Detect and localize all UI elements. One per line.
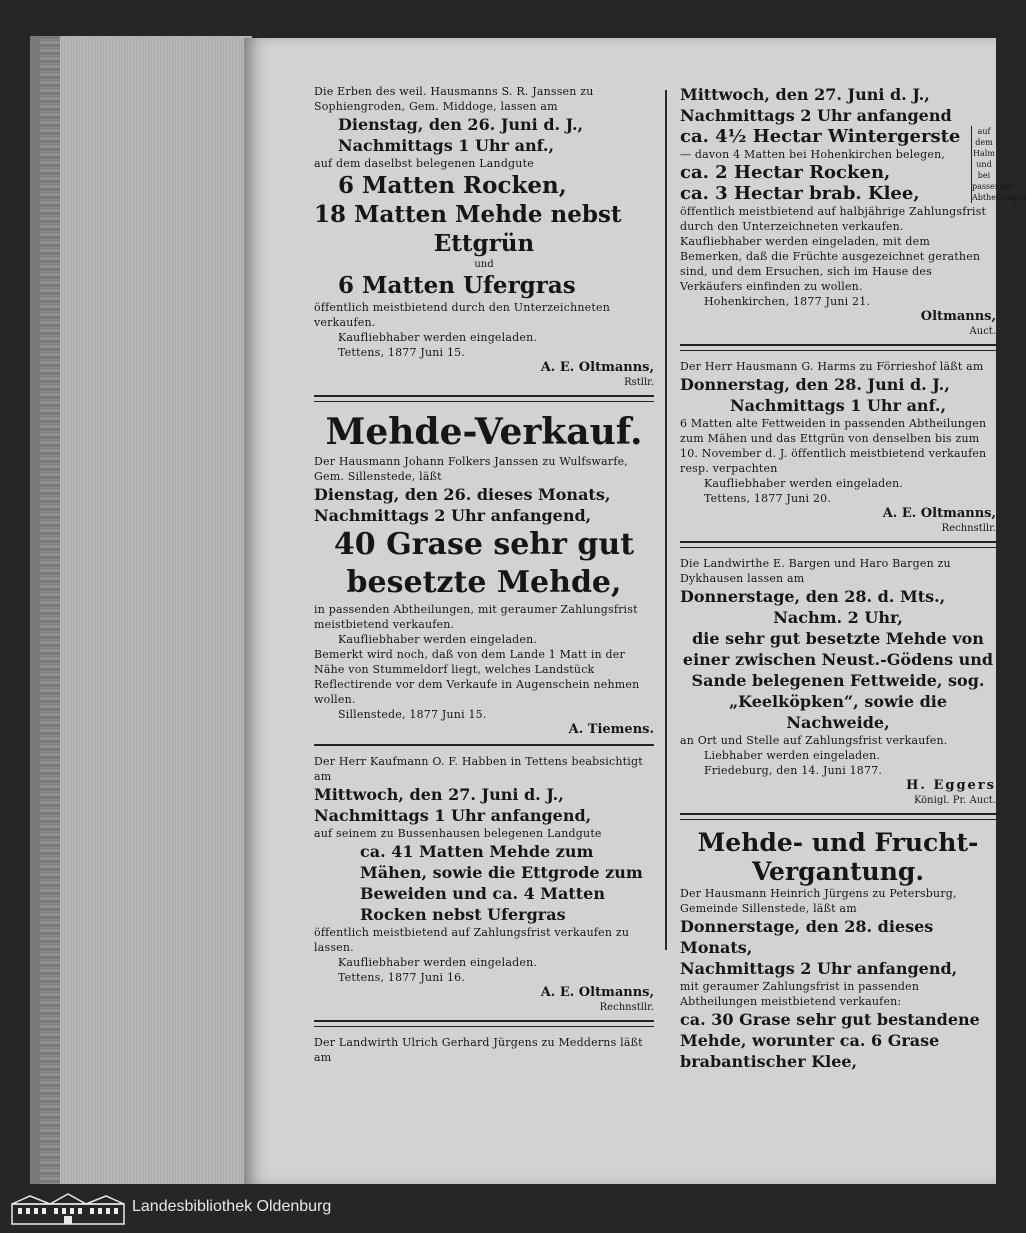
ad-signature-title: Rechnstllr. <box>599 1002 654 1013</box>
ad-side-note: auf dem Halm und bei passender Abtheilungen <box>972 127 1026 202</box>
ad-signature-title: Königl. Pr. Auct. <box>913 795 996 806</box>
ad-items: ca. 41 Matten Mehde zum Mähen, sowie die Ettgrode zum Beweiden und ca. 4 Matten Rocken nebst Ufergras <box>360 842 643 924</box>
ad-dateline: Tettens, 1877 Juni 16. <box>338 971 466 984</box>
advertisement-juergens-medderns <box>314 1035 654 1065</box>
ad-note: Kaufliebhaber werden eingeladen, mit dem Bemerken, daß die Früchte ausgezeichnet gerathen sind, und dem Ersuchen, sich im Hause des Verkäufers einfinden zu wollen. <box>680 235 981 293</box>
ad-dateline: Tettens, 1877 Juni 15. <box>338 346 466 359</box>
ad-intro: Die Landwirthe E. Bargen und Haro Bargen zu Dykhausen lassen am <box>680 557 951 585</box>
ad-item: ca. 3 Hectar brab. Klee, <box>680 183 920 204</box>
column-divider <box>665 90 667 950</box>
ad-date: Donnerstag, den 28. Juni d. J., <box>680 375 950 394</box>
ad-date: Dienstag, den 26. dieses Monats, <box>314 485 611 504</box>
ad-signature: A. E. Oltmanns, <box>540 985 654 1000</box>
right-column <box>680 84 1026 1072</box>
ad-separator <box>680 813 996 820</box>
advertisement-habben <box>314 754 654 1014</box>
ad-terms: mit geraumer Zahlungsfrist in passenden Abtheilungen meistbietend verkaufen: <box>680 980 920 1008</box>
ad-time: Nachmittags 2 Uhr anfangend, <box>314 506 592 525</box>
advertisement-vergantung <box>680 828 996 1072</box>
ad-terms: 6 Matten alte Fettweiden in passenden Abtheilungen zum Mähen und das Ettgrün von denselben bis zum 10. November d. J. öffentlich meistbietend verkaufen resp. verpachten <box>680 417 987 475</box>
ad-signature: A. Tiemens. <box>568 722 654 737</box>
ad-note: Bemerkt wird noch, daß von dem Lande 1 Matt in der Nähe von Stummeldorf liegt, welches Landstück Reflectirende vor dem Verkaufe in Augenschein nehmen wollen. <box>314 648 640 706</box>
advertisement-bargen <box>680 556 996 807</box>
left-column <box>314 84 654 1065</box>
ad-headline: Mehde- und Frucht-Vergantung. <box>697 828 979 886</box>
ad-time: Nachmittags 1 Uhr anfangend, <box>314 806 592 825</box>
ad-items: die sehr gut besetzte Mehde von einer zwischen Neust.-Gödens und Sande belegenen Fettweide, sog. „Keelköpken“, sowie die Nachweide, <box>682 629 994 732</box>
ad-intro: Der Hausmann Johann Folkers Janssen zu Wulfswarfe, Gem. Sillenstede, läßt <box>314 455 629 483</box>
ad-separator <box>314 1020 654 1027</box>
ad-time: Nachmittags 1 Uhr anf., <box>729 396 947 415</box>
ad-terms: öffentlich meistbietend auf halbjährige Zahlungsfrist durch den Unterzeichneten verkaufen. <box>680 205 987 233</box>
ad-intro: Der Hausmann Heinrich Jürgens zu Petersburg, Gemeinde Sillenstede, läßt am <box>680 887 957 915</box>
ad-invite: Kaufliebhaber werden eingeladen. <box>338 633 538 646</box>
advertisement-hohenkirchen <box>680 84 1026 338</box>
ad-date: Mittwoch, den 27. Juni d. J., <box>314 785 564 804</box>
newspaper-page <box>244 38 1026 1184</box>
ad-signature: H. Eggers <box>906 778 996 793</box>
book-fore-edge <box>30 36 252 1184</box>
ad-terms: in passenden Abtheilungen, mit geraumer Zahlungsfrist meistbietend verkaufen. <box>314 603 638 631</box>
ad-date: Mittwoch, den 27. Juni d. J., <box>680 85 930 104</box>
advertisement-mehde-verkauf <box>314 410 654 738</box>
advertisement-sophiengroden <box>314 84 654 389</box>
ad-intro: Die Erben des weil. Hausmanns S. R. Janssen zu Sophiengroden, Gem. Middoge, lassen am <box>314 85 594 113</box>
library-name: Landesbibliothek Oldenburg <box>132 1198 332 1215</box>
ad-item: 6 Matten Rocken, <box>338 172 567 199</box>
ad-date: Donnerstage, den 28. d. Mts., <box>680 587 946 606</box>
ad-place: auf seinem zu Bussenhausen belegenen Landgute <box>314 827 602 840</box>
ad-date: Donnerstage, den 28. dieses Monats, <box>680 917 934 957</box>
ad-items: ca. 30 Grase sehr gut bestandene Mehde, worunter ca. 6 Grase brabantischer Klee, <box>680 1010 980 1071</box>
ad-invite: Kaufliebhaber werden eingeladen. <box>338 331 538 344</box>
ad-signature: Oltmanns, <box>920 309 996 324</box>
ad-terms: an Ort und Stelle auf Zahlungsfrist verkaufen. <box>680 734 948 747</box>
ad-terms: öffentlich meistbietend auf Zahlungsfrist verkaufen zu lassen. <box>314 926 630 954</box>
ad-terms: öffentlich meistbietend durch den Unterzeichneten verkaufen. <box>314 301 610 329</box>
advertisement-harms <box>680 359 996 535</box>
ad-signature-title: Rstllr. <box>624 377 654 388</box>
ad-time: Nachmittags 2 Uhr anfangend, <box>680 959 958 978</box>
ad-headline: Mehde-Verkauf. <box>325 411 643 453</box>
ad-dateline: Tettens, 1877 Juni 20. <box>704 492 832 505</box>
ad-intro: Der Herr Kaufmann O. F. Habben in Tettens beabsichtigt am <box>314 755 643 783</box>
ad-signature-title: Rechnstllr. <box>941 523 996 534</box>
ad-item: besetzte Mehde, <box>346 565 622 600</box>
ad-separator <box>680 344 996 351</box>
ad-time: Nachm. 2 Uhr, <box>773 608 903 627</box>
ad-invite: Kaufliebhaber werden eingeladen. <box>338 956 538 969</box>
ad-intro: Der Herr Hausmann G. Harms zu Förrieshof läßt am <box>680 360 984 373</box>
ad-place: auf dem daselbst belegenen Landgute <box>314 157 534 170</box>
ad-signature: A. E. Oltmanns, <box>540 360 654 375</box>
ad-time: Nachmittags 1 Uhr anf., <box>338 136 555 155</box>
ad-date: Dienstag, den 26. Juni d. J., <box>338 115 584 134</box>
ad-item: ca. 2 Hectar Rocken, <box>680 162 891 183</box>
ad-invite: Liebhaber werden eingeladen. <box>704 749 881 762</box>
ad-signature: A. E. Oltmanns, <box>882 506 996 521</box>
ad-intro: Der Landwirth Ulrich Gerhard Jürgens zu Medderns läßt am <box>314 1036 643 1064</box>
library-building-icon <box>10 1192 126 1226</box>
ad-invite: Kaufliebhaber werden eingeladen. <box>704 477 904 490</box>
ad-dateline: Hohenkirchen, 1877 Juni 21. <box>704 295 871 308</box>
ad-separator <box>680 541 996 548</box>
ad-time: Nachmittags 2 Uhr anfangend <box>680 106 952 125</box>
ad-item-note: — davon 4 Matten bei Hohenkirchen belegen, <box>680 148 946 161</box>
ad-item: 18 Matten Mehde nebst <box>314 201 622 228</box>
ad-item: 6 Matten Ufergras <box>338 272 576 299</box>
library-footer-bar <box>0 1184 1000 1233</box>
ad-separator <box>314 744 654 746</box>
ad-separator <box>314 395 654 402</box>
ad-item: 40 Grase sehr gut <box>333 527 635 562</box>
ad-dateline: Sillenstede, 1877 Juni 15. <box>338 708 487 721</box>
ad-item: Ettgrün <box>433 230 535 257</box>
ad-dateline: Friedeburg, den 14. Juni 1877. <box>704 764 883 777</box>
ad-item: ca. 4½ Hectar Wintergerste <box>680 126 961 147</box>
ad-signature-title: Auct. <box>969 326 996 337</box>
ad-conjunction: und <box>474 259 494 270</box>
